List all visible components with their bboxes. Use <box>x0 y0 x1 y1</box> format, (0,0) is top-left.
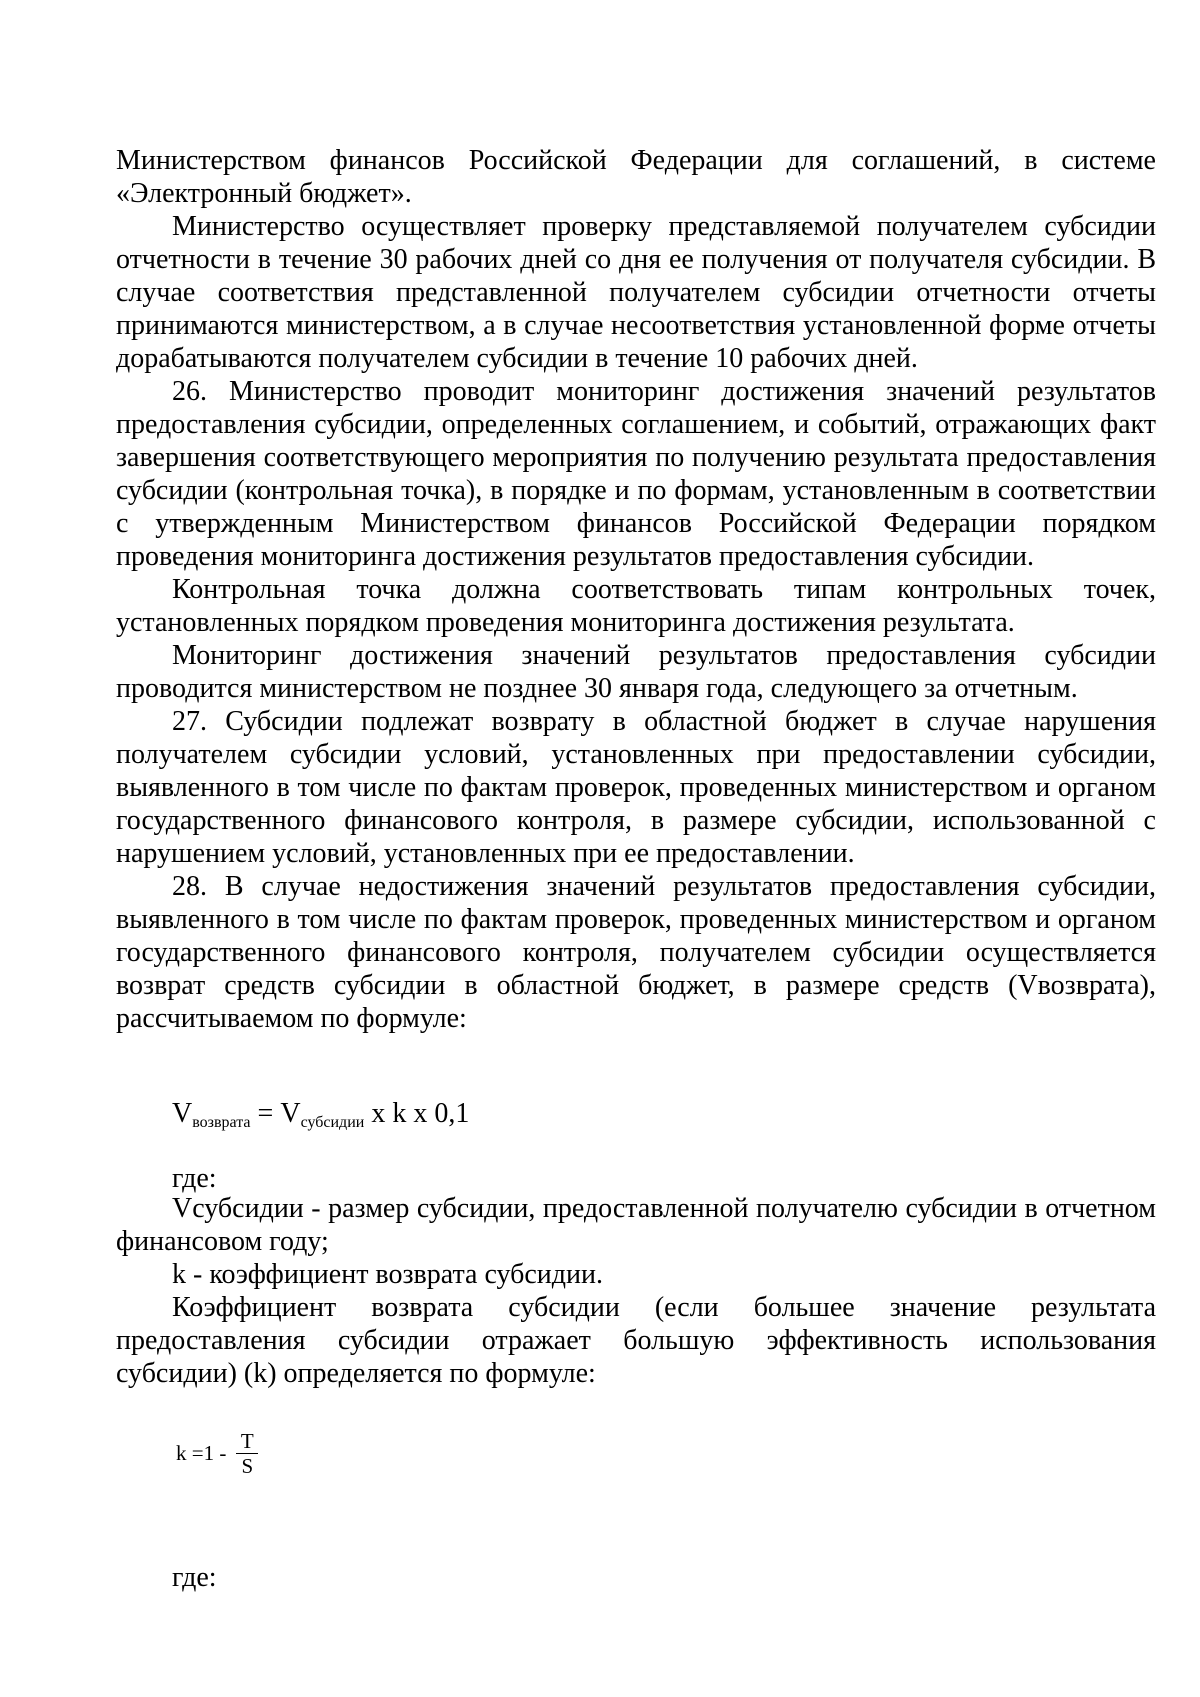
paragraph: 28. В случае недостижения значений результатов предоставления субсидии, выявленного в том числе по фактам проверок, проведенных министерством и органом государственного финансового контроля, получателем субсидии осуществляется возврат средств субсидии в областной бюджет, в размере средств (Vвозврата), рассчитываемом по формуле: <box>116 871 1156 1034</box>
formula-fraction <box>236 1429 258 1478</box>
paragraph: k - коэффициент возврата субсидии. <box>172 1259 604 1290</box>
fraction-numerator: T <box>240 1429 254 1453</box>
paragraph: Министерством финансов Российской Федерации для соглашений, в системе «Электронный бюджет». <box>116 145 1156 209</box>
definitions-text <box>116 1192 1156 1390</box>
formula-subscript: субсидии <box>300 1114 365 1131</box>
paragraph: Контрольная точка должна соответствовать типам контрольных точек, установленных порядком проведения мониторинга достижения результата. <box>116 574 1156 638</box>
formula-subscript: возврата <box>192 1114 251 1131</box>
paragraph: Коэффициент возврата субсидии (если большее значение результата предоставления субсидии отражает большую эффективность использования субсидии) (k) определяется по формуле: <box>116 1292 1156 1389</box>
paragraph: Vсубсидии - размер субсидии, предоставленной получателю субсидии в отчетном финансовом году; <box>116 1193 1156 1257</box>
paragraph: 26. Министерство проводит мониторинг достижения значений результатов предоставления субсидии, определенных соглашением, и событий, отражающих факт завершения соответствующего мероприятия по получению результата предоставления субсидии (контрольная точка), в порядке и по формам, установленным в соответствии с утвержденным Министерством финансов Российской Федерации порядком проведения мониторинга достижения результатов предоставления субсидии. <box>116 376 1156 572</box>
paragraph: Министерство осуществляет проверку представляемой получателем субсидии отчетности в течение 30 рабочих дней со дня ее получения от получателя субсидии. В случае соответствия представленной получателем субсидии отчетности отчеты принимаются министерством, а в случае несоответствия установленной форме отчеты дорабатываются получателем субсидии в течение 10 рабочих дней. <box>116 211 1156 374</box>
where-label: где: <box>172 1163 217 1194</box>
formula-symbol: V <box>172 1098 193 1129</box>
where-label-2: где: <box>172 1562 217 1593</box>
body-text <box>116 144 1156 1035</box>
formula-rest: x k x 0,1 <box>364 1098 470 1129</box>
paragraph: Мониторинг достижения значений результатов предоставления субсидии проводится министерством не позднее 30 января года, следующего за отчетным. <box>116 640 1156 704</box>
formula-lhs: k =1 - <box>176 1441 227 1465</box>
formula-operator: = <box>250 1098 281 1129</box>
formula-v-return <box>172 1096 469 1141</box>
formula-symbol: V <box>280 1098 301 1129</box>
fraction-denominator: S <box>241 1454 254 1478</box>
paragraph: 27. Субсидии подлежат возврату в областной бюджет в случае нарушения получателем субсидии условий, установленных при предоставлении субсидии, выявленного в том числе по фактам проверок, проведенных министерством и органом государственного финансового контроля, в размере субсидии, использованной с нарушением условий, установленных при ее предоставлении. <box>116 706 1156 869</box>
formula-k-coefficient <box>176 1429 258 1478</box>
